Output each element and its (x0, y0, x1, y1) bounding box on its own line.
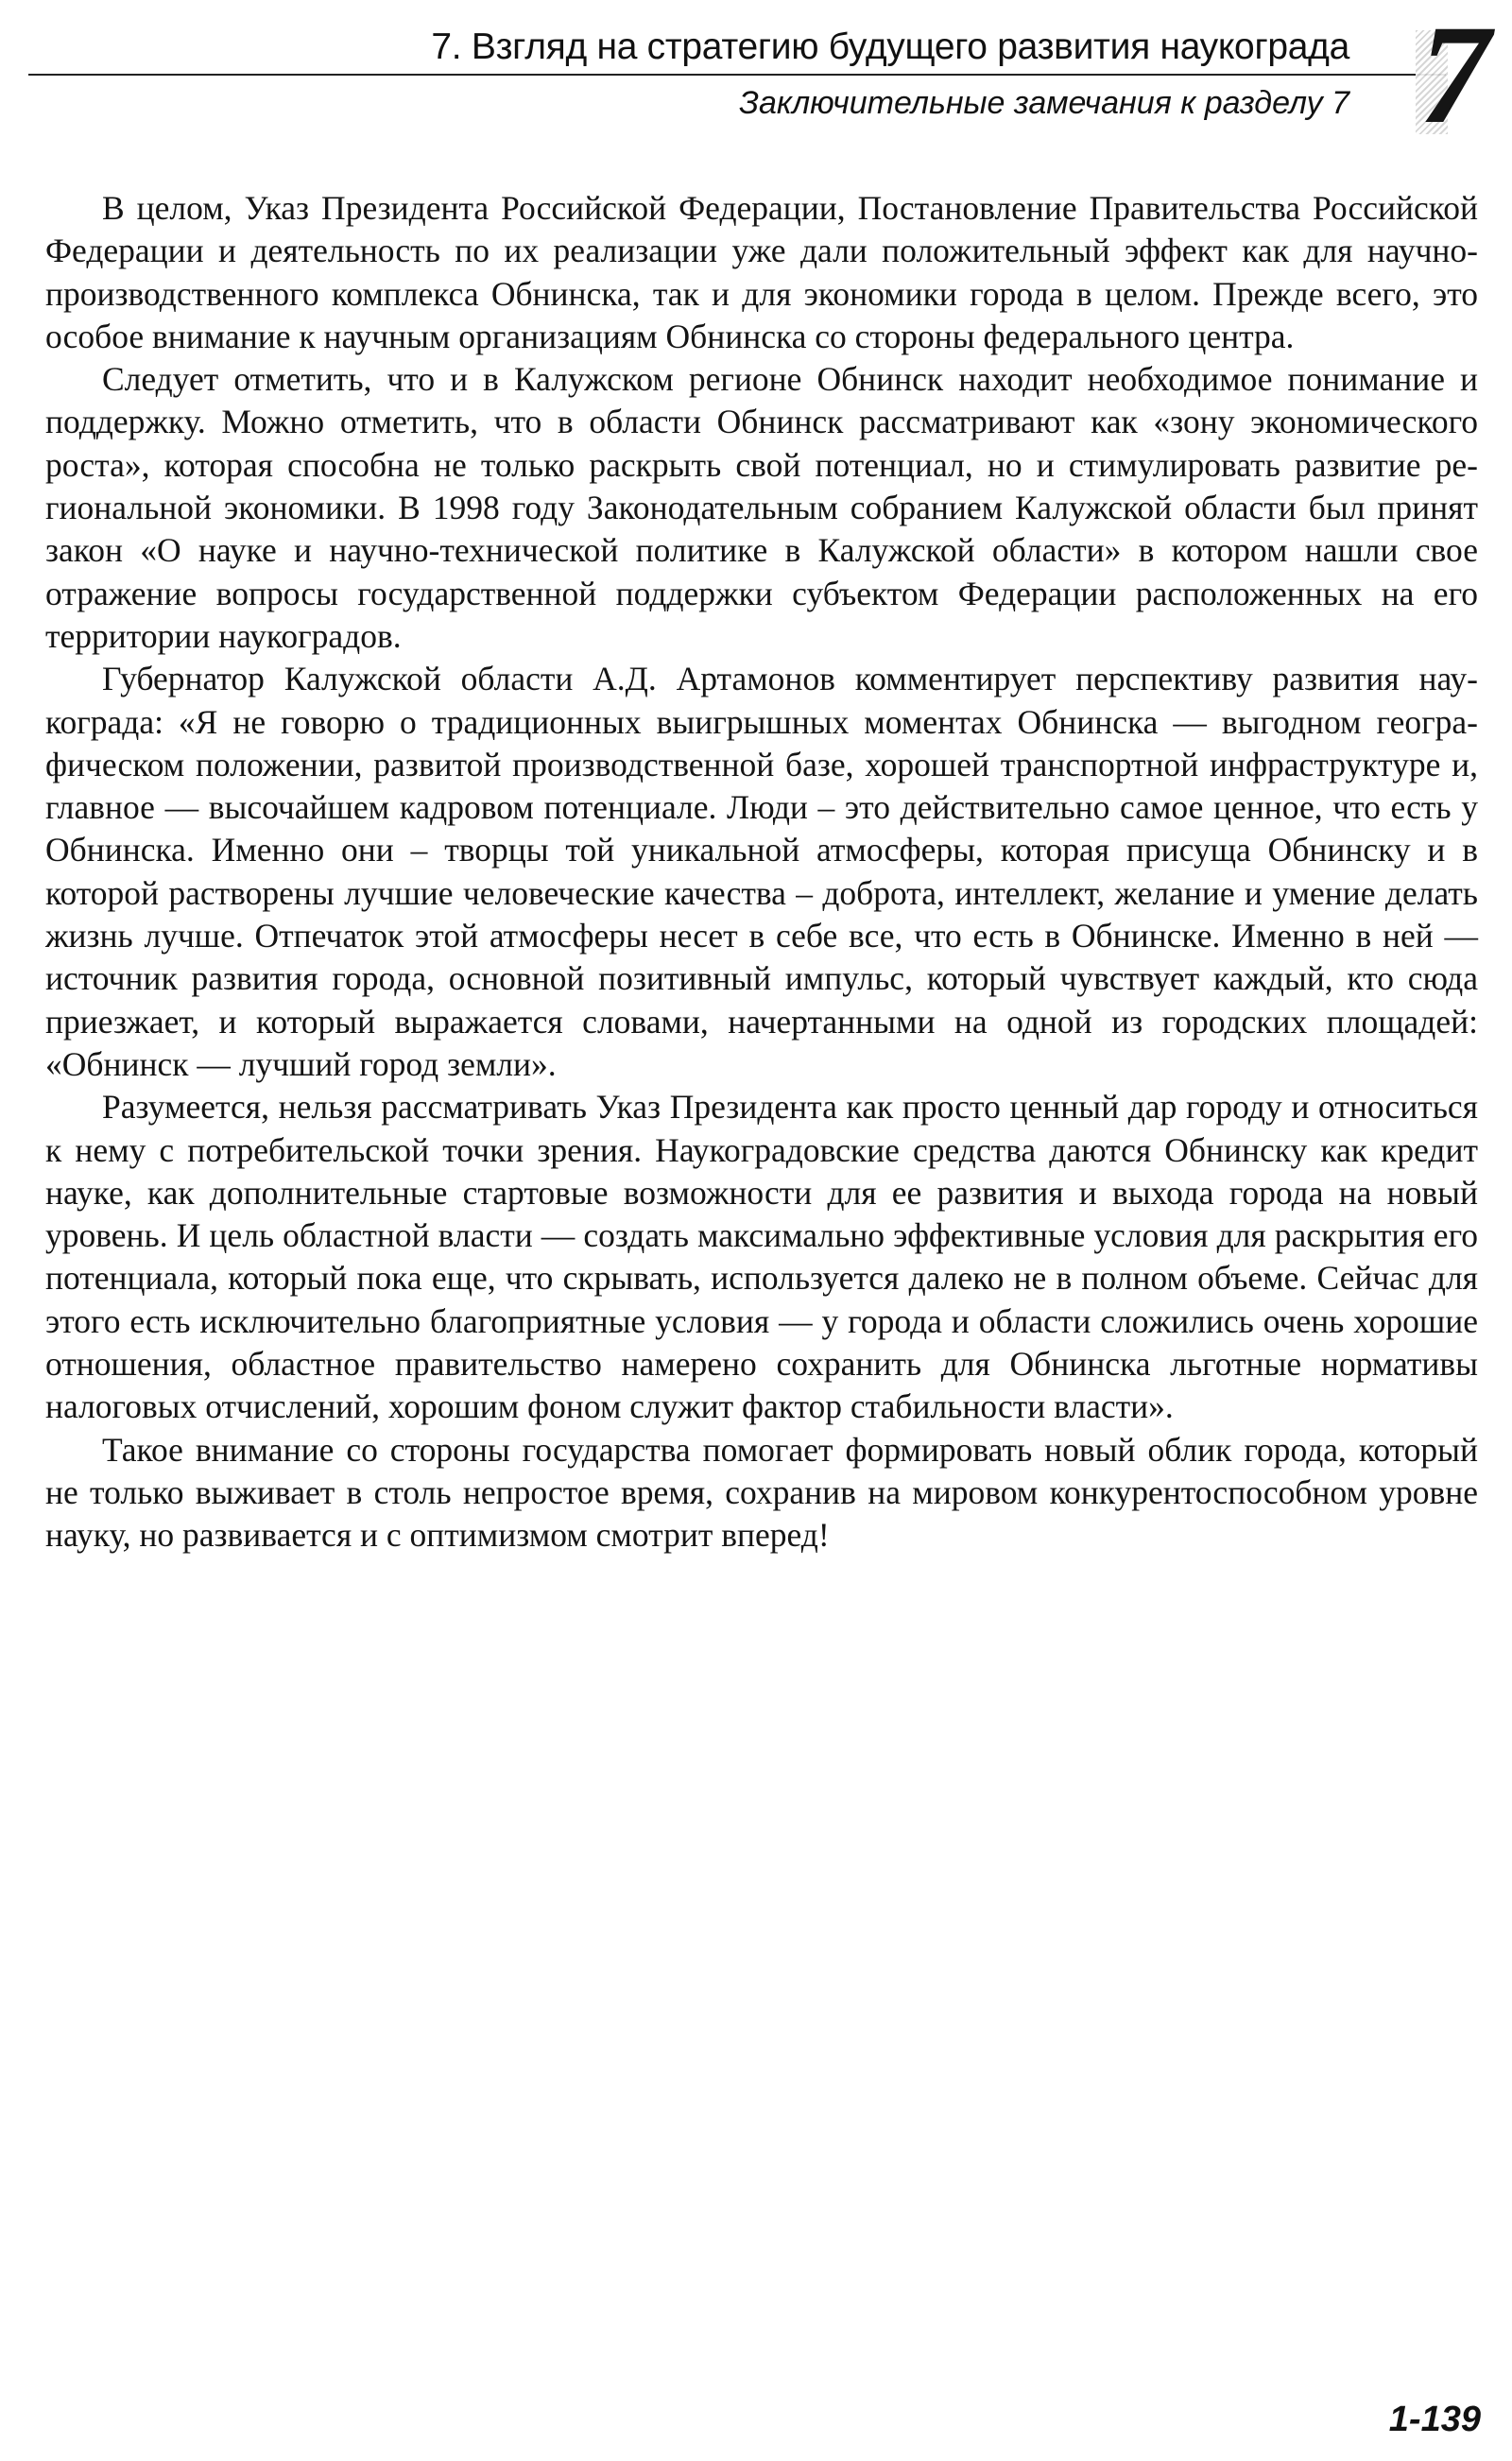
paragraph: Такое внимание со стороны государства помогает формировать новый облик города, который не только выживает в столь непростое время, сохранив на мировом конкурентоспособном уровне науку, но развивается и с оптимизмом смотрит вперед! (45, 1430, 1478, 1555)
chapter-title: 7. Взгляд на стратегию будущего развития наукограда (431, 26, 1349, 67)
chapter-number-mark (1416, 0, 1490, 153)
chapter-number: 7 (1419, 0, 1490, 153)
running-header (0, 0, 1512, 153)
paragraph: В целом, Указ Президента Российской Федерации, Постановление Правительства Российской Федерации и деятельность по их реализации уже дали положительный эффект как для научно-производственного комплекса Обнинска, так и для экономики города в целом. Прежде всего, это особое внимание к научным организациям Обнинска со стороны федерального центра. (45, 189, 1478, 355)
page-number: 1-139 (1388, 2400, 1481, 2439)
paragraph: Разумеется, нельзя рассматривать Указ Президента как просто ценный дар городу и относиться к нему с потребительской точки зрения. Наукоградовские средства даются Обнинску как кредит науке, как дополнительные стартовые возможности для ее развития и выхода города на новый уровень. И цель областной власти — создать максимально эффективные условия для раскрытия его потенциала, который пока еще, что скрывать, используется далеко не в полном объеме. Сейчас для этого есть исключительно благоприятные условия — у города и области сложились очень хорошие отношения, областное правительство намерено сохранить для Обнинска льготные нормативы налоговых отчислений, хорошим фоном служит фактор стабильности власти». (45, 1088, 1478, 1426)
body-text (45, 187, 1478, 1557)
header-rule (28, 74, 1446, 76)
section-title: Заключительные замечания к разделу 7 (739, 85, 1349, 121)
paragraph: Следует отметить, что и в Калужском регионе Обнинск находит необходимое понимание и поддержку. Можно отметить, что в области Обнинск рассматривают как «зону экономического роста», которая способна не только раскрыть свой потенциал, но и стимулировать развитие региональной экономики. В 1998 году Законодательным собранием Калужской области был принят закон «О науке и научно-технической политике в Калужской области» в котором нашли свое отражение вопросы государственной поддержки субъектом Федерации расположенных на его территории наукоградов. (45, 360, 1478, 655)
paragraph: Губернатор Калужской области А.Д. Артамонов комментирует перспективу развития наукограда: «Я не говорю о традиционных выигрышных моментах Обнинска — выгодном географическом положении, развитой производственной базе, хорошей транспортной инфраструктуре и, главное — высочайшем кадровом потенциале. Люди – это действительно самое ценное, что есть у Обнинска. Именно они – творцы той уникальной атмосферы, которая присуща Обнинску и в которой растворены лучшие человеческие качества – доброта, интеллект, желание и умение делать жизнь лучше. Отпечаток этой атмосферы несет в себе все, что есть в Обнинске. Именно в ней — источник развития города, основной позитивный импульс, который чувствует каждый, кто сюда приезжает, и который выражается словами, начертанными на одной из городских площадей: «Обнинск — лучший город земли». (45, 660, 1478, 1083)
